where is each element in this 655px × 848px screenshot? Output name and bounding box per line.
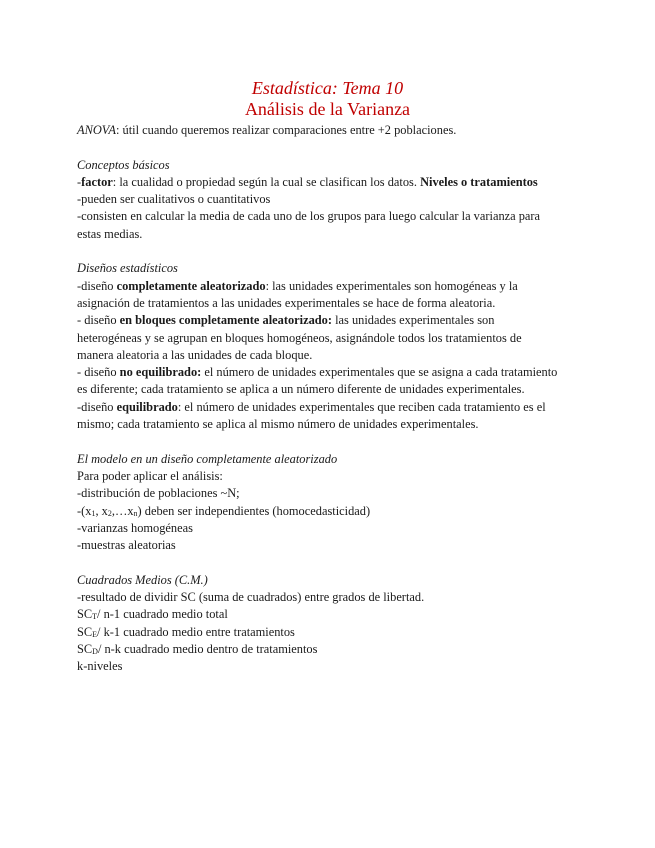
bold-term: no equilibrado: [119,365,202,380]
disenos-line-4: heterogéneas y se agrupan en bloques homogéneos, asignándole todos los tratamientos de [77,330,522,345]
text-segment: ) deben ser independientes (homocedasticidad) [137,503,371,518]
section-heading-conceptos: Conceptos básicos [77,157,170,172]
cuadrados-line-3 [77,624,587,641]
cuadrados-line-2 [77,606,587,623]
modelo-line-2: -distribución de poblaciones ~N; [77,486,240,501]
disenos-line-7: es diferente; cada tratamiento se aplica a un número diferente de unidades experimentales. [77,382,525,397]
conceptos-line-3: -consisten en calcular la media de cada uno de los grupos para luego calcular la varianza para [77,209,541,224]
disenos-line-9: mismo; cada tratamiento se aplica al mismo número de unidades experimentales. [77,417,479,432]
subscript: E [92,629,98,639]
cuadrados-line-1: -resultado de dividir SC (suma de cuadrados) entre grados de libertad. [77,590,425,605]
conceptos-line-2: -pueden ser cualitativos o cuantitativos [77,192,271,207]
bold-term: en bloques completamente aleatorizado: [119,313,333,328]
intro-text: : útil cuando queremos realizar comparaciones entre +2 poblaciones. [116,123,457,137]
modelo-line-3 [77,503,587,520]
spacer [77,433,587,450]
section-heading-disenos: Diseños estadísticos [77,261,178,276]
text-segment: -diseño [77,278,117,293]
subscript: 2 [107,508,112,518]
anova-term: ANOVA [77,123,116,137]
text-segment: , x [95,503,108,518]
text-segment: : el número de unidades experimentales que reciben cada tratamiento es el [177,399,546,414]
disenos-line-5: manera aleatoria a las unidades de cada bloque. [77,347,313,362]
text-segment: el número de unidades experimentales que se asigna a cada tratamiento [201,365,558,380]
disenos-line-3 [77,312,587,329]
subscript: 1 [91,508,96,518]
spacer [77,243,587,260]
modelo-line-5: -muestras aleatorias [77,538,176,553]
intro-paragraph [77,122,587,139]
disenos-line-6 [77,364,587,381]
disenos-line-2: asignación de tratamientos a las unidades experimentales se hace de forma aleatoria. [77,295,496,310]
bold-term-factor: factor [81,174,113,189]
text-segment: SC [77,624,93,639]
modelo-line-4: -varianzas homogéneas [77,520,193,535]
conceptos-line-1 [77,174,587,191]
document-body [77,122,587,676]
bold-term: completamente aleatorizado [116,278,266,293]
text-segment: / n-k cuadrado medio dentro de tratamientos [97,641,318,656]
text-segment: : las unidades experimentales son homogéneas y la [265,278,518,293]
text-segment: : la cualidad o propiedad según la cual se clasifican los datos. [112,174,421,189]
section-heading-modelo: El modelo en un diseño completamente aleatorizado [77,451,338,466]
text-segment: / k-1 cuadrado medio entre tratamientos [97,624,295,639]
cuadrados-line-5: k-niveles [77,659,123,674]
text-segment: - diseño [77,365,120,380]
cuadrados-line-4 [77,641,587,658]
bold-term: equilibrado [116,399,178,414]
section-heading-cuadrados: Cuadrados Medios (C.M.) [77,572,208,587]
document-title: Estadística: Tema 10 [251,78,404,98]
spacer [77,554,587,571]
document-subtitle: Análisis de la Varianza [244,99,411,119]
spacer [77,139,587,156]
text-segment: las unidades experimentales son [332,313,495,328]
subscript: D [92,646,98,656]
disenos-line-8 [77,399,587,416]
bold-term-niveles: Niveles o tratamientos [420,174,538,189]
modelo-line-1: Para poder aplicar el análisis: [77,468,223,483]
text-segment: / n-1 cuadrado medio total [97,607,228,622]
disenos-line-1 [77,278,587,295]
text-segment: -diseño [77,399,117,414]
text-segment: ,…x [111,503,134,518]
subscript: T [92,612,98,622]
text-segment: - diseño [77,313,120,328]
subscript: n [133,508,138,518]
text-segment: SC [77,641,93,656]
text-segment: - [77,174,82,189]
text-segment: SC [77,607,93,622]
conceptos-line-4: estas medias. [77,226,143,241]
text-segment: -(x [77,503,92,518]
